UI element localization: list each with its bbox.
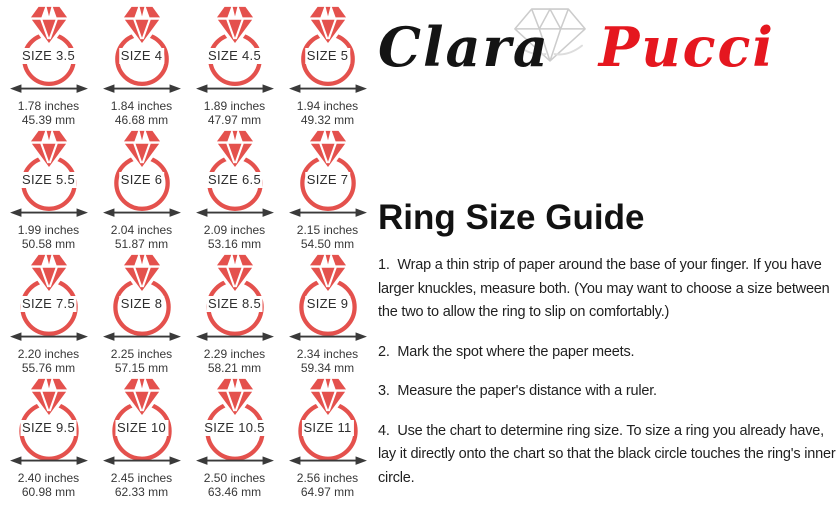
ring-size-cell <box>281 252 374 376</box>
ring-measurements <box>297 472 358 500</box>
ring-size-cell <box>95 252 188 376</box>
ring-inches: 2.45 inches <box>110 471 173 486</box>
ring-measurements <box>111 224 172 252</box>
gem-icon <box>123 254 161 293</box>
ring-illustration <box>287 377 369 470</box>
ring-illustration <box>101 5 183 98</box>
ring-mm: 55.76 mm <box>21 361 76 376</box>
ring-illustration <box>101 253 183 346</box>
gem-icon <box>216 378 254 417</box>
ring-size-cell <box>188 128 281 252</box>
ring-measurements <box>111 100 172 128</box>
ring-mm: 53.16 mm <box>207 237 262 252</box>
brand-name <box>378 15 775 79</box>
ring-mm: 62.33 mm <box>114 485 169 500</box>
gem-icon <box>30 378 68 417</box>
ring-size-label: SIZE 6 <box>120 172 163 187</box>
ring-measurements <box>204 472 265 500</box>
ring-size-label: SIZE 4.5 <box>208 48 261 63</box>
ring-mm: 50.58 mm <box>21 237 76 252</box>
ring-size-cell <box>95 128 188 252</box>
ring-size-label: SIZE 3.5 <box>22 48 75 63</box>
gem-icon <box>216 254 254 293</box>
ring-measurements <box>204 224 265 252</box>
ring-size-cell <box>95 376 188 500</box>
ring-size-label: SIZE 9 <box>306 296 349 311</box>
ring-measurements <box>297 100 358 128</box>
ring-mm: 60.98 mm <box>21 485 76 500</box>
ring-size-chart <box>2 4 374 500</box>
ring-size-cell <box>281 376 374 500</box>
info-panel <box>378 0 839 506</box>
ring-inches: 2.29 inches <box>203 347 266 362</box>
ring-measurements <box>111 348 172 376</box>
ring-inches: 2.15 inches <box>296 223 359 238</box>
ring-size-label: SIZE 4 <box>120 48 163 63</box>
ring-inches: 2.34 inches <box>296 347 359 362</box>
ring-inches: 2.25 inches <box>110 347 173 362</box>
instruction-step-1: 1. Wrap a thin strip of paper around the base of your finger. If you have larger knuckles, measure both. (You may want to choose a size between the two to allow the ring to slip on comfortably.) <box>378 257 834 321</box>
ring-mm: 49.32 mm <box>300 113 355 128</box>
ring-size-cell <box>2 128 95 252</box>
ring-size-cell <box>188 252 281 376</box>
gem-icon <box>30 254 68 293</box>
ring-mm: 58.21 mm <box>207 361 262 376</box>
ring-inches: 1.94 inches <box>296 99 359 114</box>
ring-size-label: SIZE 11 <box>303 420 352 435</box>
ring-measurements <box>204 100 265 128</box>
ring-inches: 2.20 inches <box>17 347 80 362</box>
page-title: Ring Size Guide <box>378 198 645 237</box>
ring-size-cell <box>2 252 95 376</box>
ring-size-cell <box>2 376 95 500</box>
ring-size-label: SIZE 10 <box>116 420 167 435</box>
gem-icon <box>309 254 347 293</box>
ring-measurements <box>204 348 265 376</box>
ring-size-label: SIZE 10.5 <box>204 420 265 435</box>
ring-size-cell <box>281 4 374 128</box>
ring-mm: 45.39 mm <box>21 113 76 128</box>
ring-mm: 51.87 mm <box>114 237 169 252</box>
ring-size-cell <box>188 376 281 500</box>
ring-illustration <box>101 129 183 222</box>
ring-mm: 54.50 mm <box>300 237 355 252</box>
ring-illustration <box>194 253 276 346</box>
ring-size-label: SIZE 8 <box>120 296 163 311</box>
ring-size-label: SIZE 7.5 <box>22 296 75 311</box>
instructions-list <box>378 254 839 490</box>
ring-inches: 2.04 inches <box>110 223 173 238</box>
instruction-step-4: 4. Use the chart to determine ring size. To size a ring you already have, lay it directly onto the chart so that the black circle touches the ring's inner circle. <box>378 422 839 486</box>
instruction-step-2: 2. Mark the spot where the paper meets. <box>378 343 635 360</box>
brand-name-clara: Clara <box>378 15 550 79</box>
ring-size-label: SIZE 6.5 <box>208 172 261 187</box>
ring-inches: 2.50 inches <box>203 471 266 486</box>
ring-illustration <box>194 129 276 222</box>
ring-mm: 59.34 mm <box>300 361 355 376</box>
ring-measurements <box>111 472 172 500</box>
ring-inches: 2.56 inches <box>296 471 359 486</box>
ring-illustration <box>287 5 369 98</box>
ring-size-label: SIZE 8.5 <box>208 296 261 311</box>
ring-size-label: SIZE 7 <box>306 172 349 187</box>
ring-measurements <box>18 348 79 376</box>
gem-icon <box>309 378 347 417</box>
ring-illustration <box>287 253 369 346</box>
ring-inches: 1.89 inches <box>203 99 266 114</box>
ring-size-label: SIZE 5 <box>306 48 349 63</box>
ring-illustration <box>194 377 276 470</box>
ring-inches: 1.78 inches <box>17 99 80 114</box>
ring-size-cell <box>188 4 281 128</box>
ring-illustration <box>8 129 90 222</box>
ring-illustration <box>8 5 90 98</box>
ring-inches: 1.99 inches <box>17 223 80 238</box>
ring-mm: 46.68 mm <box>114 113 169 128</box>
ring-measurements <box>297 224 358 252</box>
ring-measurements <box>18 224 79 252</box>
ring-size-label: SIZE 9.5 <box>22 420 75 435</box>
ring-size-cell <box>2 4 95 128</box>
ring-mm: 63.46 mm <box>207 485 262 500</box>
gem-icon <box>123 378 161 417</box>
ring-inches: 1.84 inches <box>110 99 173 114</box>
ring-mm: 64.97 mm <box>300 485 355 500</box>
ring-measurements <box>18 472 79 500</box>
ring-size-cell <box>281 128 374 252</box>
ring-illustration <box>287 129 369 222</box>
ring-inches: 2.40 inches <box>17 471 80 486</box>
brand-logo <box>378 6 836 106</box>
ring-mm: 47.97 mm <box>207 113 262 128</box>
ring-illustration <box>8 253 90 346</box>
instruction-step-3: 3. Measure the paper's distance with a ruler. <box>378 383 657 400</box>
ring-mm: 57.15 mm <box>114 361 169 376</box>
ring-illustration <box>101 377 183 470</box>
ring-illustration <box>8 377 90 470</box>
ring-measurements <box>18 100 79 128</box>
ring-measurements <box>297 348 358 376</box>
ring-size-cell <box>95 4 188 128</box>
ring-size-label: SIZE 5.5 <box>22 172 75 187</box>
brand-name-pucci: Pucci <box>598 15 775 79</box>
ring-illustration <box>194 5 276 98</box>
ring-inches: 2.09 inches <box>203 223 266 238</box>
